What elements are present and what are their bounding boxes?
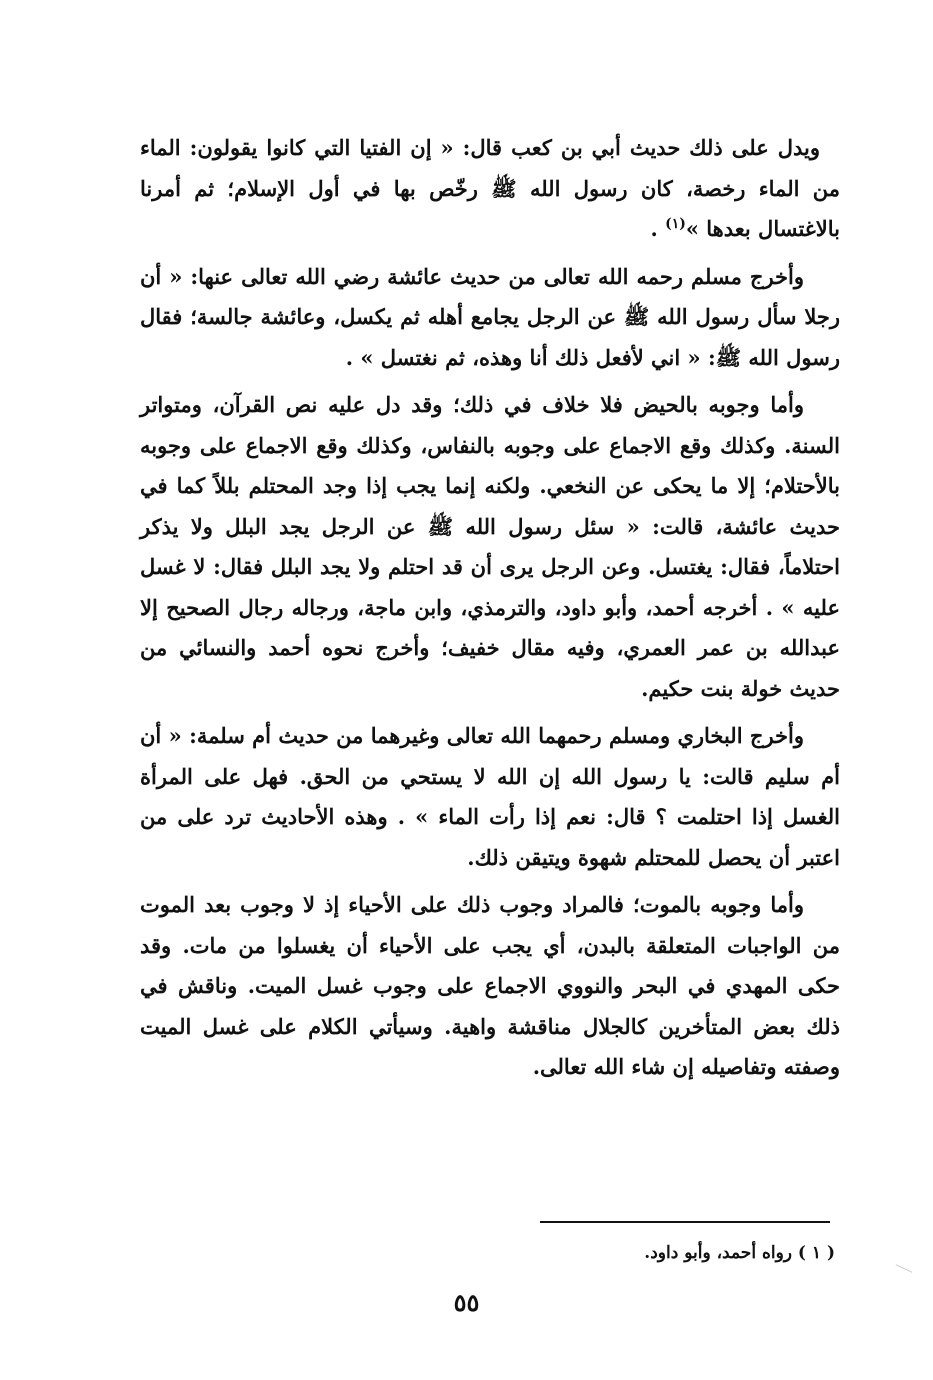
paragraph-1-text: ويدل على ذلك حديث أبي بن كعب قال: « إن الفتيا التي كانوا يقولون: الماء من الماء رخصة، كان رسول الله ﷺ رخّص بها في أول الإسلام؛ ثم أمرنا بالاغتسال بعدها » (140, 135, 840, 241)
paragraph-3: وأما وجوبه بالحيض فلا خلاف في ذلك؛ وقد دل عليه نص القرآن، ومتواتر السنة. وكذلك وقع الاجماع على وجوبه بالنفاس، وكذلك وقع الاجماع على وجوبه بالأحتلام؛ إلا ما يحكى عن النخعي. ولكنه إنما يجب إذا وجد المحتلم بللاً كما في حديث عائشة، قالت: « سئل رسول الله ﷺ عن الرجل يجد البلل ولا يذكر احتلاماً، فقال: يغتسل. وعن الرجل يرى أن قد احتلم ولا يجد البلل فقال: لا غسل عليه » . أخرجه أحمد، وأبو داود، والترمذي، وابن ماجة، ورجاله رجال الصحيح إلا عبدالله بن عمر العمري، وفيه مقال خفيف؛ وأخرج نحوه أحمد والنسائي من حديث خولة بنت حكيم. (140, 392, 840, 701)
paragraph-1 (140, 128, 840, 250)
footnote: ( ١ ) رواه أحمد، وأبو داود. (644, 1243, 835, 1263)
paragraph-2: وأخرج مسلم رحمه الله تعالى من حديث عائشة رضي الله تعالى عنها: « أن رجلا سأل رسول الله ﷺ عن الرجل يجامع أهله ثم يكسل، وعائشة جالسة؛ فقال رسول الله ﷺ: « اني لأفعل ذلك أنا وهذه، ثم نغتسل » . (140, 263, 840, 370)
scan-mark (896, 1264, 913, 1273)
paragraph-1-end: . (650, 216, 666, 241)
paragraph-4: وأخرج البخاري ومسلم رحمهما الله تعالى وغيرهما من حديث أم سلمة: « أن أم سليم قالت: يا رسول الله إن الله لا يستحي من الحق. فهل على المرأة الغسل إذا احتلمت ؟ قال: نعم إذا رأت الماء » . وهذه الأحاديث ترد على من اعتبر أن يحصل للمحتلم شهوة ويتيقن ذلك. (140, 723, 840, 870)
main-text (140, 128, 840, 1095)
footnote-reference: (١) (665, 216, 686, 232)
page-number: ٥٥ (453, 1288, 480, 1317)
paragraph-5: وأما وجوبه بالموت؛ فالمراد وجوب ذلك على الأحياء إذ لا وجوب بعد الموت من الواجبات المتعلقة بالبدن، أي يجب على الأحياء أن يغسلوا من مات. وقد حكى المهدي في البحر والنووي الاجماع على وجوب غسل الميت. وناقش في ذلك بعض المتأخرين كالجلال مناقشة واهية. وسيأتي الكلام على غسل الميت وصفته وتفاصيله إن شاء الله تعالى. (140, 892, 840, 1079)
footnote-divider (540, 1221, 830, 1223)
